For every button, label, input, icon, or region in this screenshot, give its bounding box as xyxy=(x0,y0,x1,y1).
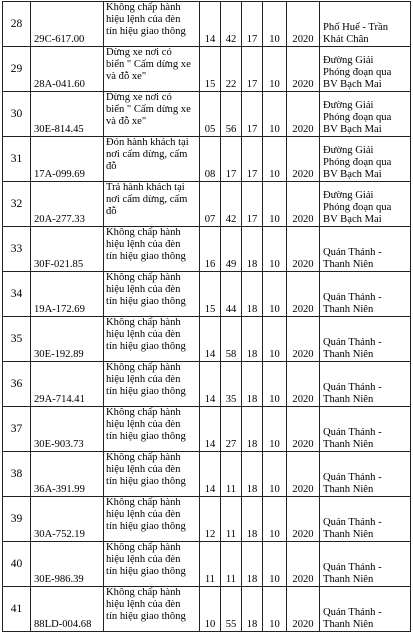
violation-cell xyxy=(104,407,200,452)
location-cell xyxy=(320,587,411,632)
location-line: Thanh Niên xyxy=(323,574,374,585)
violation-line: Không chấp hành xyxy=(106,407,181,418)
row-number-cell: 34 xyxy=(3,272,31,317)
violation-line: Đón hành khách tại xyxy=(106,137,189,148)
violation-cell xyxy=(104,227,200,272)
table-row xyxy=(3,2,411,47)
license-plate-cell: 29C-617.00 xyxy=(31,2,104,47)
row-number-cell: 36 xyxy=(3,362,31,407)
hour-cell: 14 xyxy=(200,2,221,47)
table-row xyxy=(3,47,411,92)
month-cell: 10 xyxy=(263,587,287,632)
location-cell xyxy=(320,272,411,317)
location-cell xyxy=(320,497,411,542)
year-cell: 2020 xyxy=(287,92,320,137)
violation-line: hiệu lệnh của đèn xyxy=(106,14,181,25)
violation-line: tín hiệu giao thông xyxy=(106,251,186,262)
location-line: Thanh Niên xyxy=(323,304,374,315)
row-number-cell: 37 xyxy=(3,407,31,452)
location-line: BV Bạch Mai xyxy=(323,79,382,90)
hour-cell: 14 xyxy=(200,452,221,497)
year-cell: 2020 xyxy=(287,452,320,497)
license-plate-cell: 30E-814.45 xyxy=(31,92,104,137)
year-cell: 2020 xyxy=(287,182,320,227)
month-cell: 10 xyxy=(263,542,287,587)
violation-line: tín hiệu giao thông xyxy=(106,476,186,487)
hour-cell: 16 xyxy=(200,227,221,272)
violation-line: nơi cấm dừng, cấm xyxy=(106,194,188,205)
year-cell: 2020 xyxy=(287,407,320,452)
location-line: Thanh Niên xyxy=(323,394,374,405)
location-cell xyxy=(320,227,411,272)
month-cell: 10 xyxy=(263,227,287,272)
violation-cell xyxy=(104,542,200,587)
location-line: Phóng đoạn qua xyxy=(323,157,392,168)
location-line: Quán Thánh - xyxy=(323,427,382,438)
location-cell xyxy=(320,542,411,587)
location-cell xyxy=(320,362,411,407)
location-line: BV Bạch Mai xyxy=(323,214,382,225)
day-cell: 17 xyxy=(242,137,263,182)
year-cell: 2020 xyxy=(287,542,320,587)
location-line: Đường Giải xyxy=(323,190,374,201)
minute-cell: 35 xyxy=(221,362,242,407)
location-line: Phóng đoạn qua xyxy=(323,112,392,123)
violation-cell xyxy=(104,272,200,317)
violation-line: và đỗ xe" xyxy=(106,71,147,82)
location-cell xyxy=(320,317,411,362)
violation-line: Không chấp hành xyxy=(106,227,181,238)
row-number-cell: 28 xyxy=(3,2,31,47)
hour-cell: 11 xyxy=(200,542,221,587)
violation-cell xyxy=(104,47,200,92)
license-plate-cell: 20A-277.33 xyxy=(31,182,104,227)
location-line: Thanh Niên xyxy=(323,529,374,540)
violation-line: tín hiệu giao thông xyxy=(106,341,186,352)
location-line: Thanh Niên xyxy=(323,259,374,270)
day-cell: 18 xyxy=(242,542,263,587)
hour-cell: 05 xyxy=(200,92,221,137)
violation-line: Không chấp hành xyxy=(106,362,181,373)
violation-cell xyxy=(104,362,200,407)
location-line: Quán Thánh - xyxy=(323,472,382,483)
violation-line: tín hiệu giao thông xyxy=(106,26,186,37)
day-cell: 17 xyxy=(242,2,263,47)
violation-cell xyxy=(104,587,200,632)
month-cell: 10 xyxy=(263,497,287,542)
row-number-cell: 32 xyxy=(3,182,31,227)
location-cell xyxy=(320,47,411,92)
violation-cell xyxy=(104,182,200,227)
location-cell xyxy=(320,2,411,47)
row-number-cell: 35 xyxy=(3,317,31,362)
location-line: Đường Giải xyxy=(323,100,374,111)
violation-line: đỗ xyxy=(106,161,117,172)
row-number-cell: 40 xyxy=(3,542,31,587)
row-number-cell: 39 xyxy=(3,497,31,542)
location-line: Thanh Niên xyxy=(323,349,374,360)
violation-line: Không chấp hành xyxy=(106,272,181,283)
violation-line: đỗ xyxy=(106,206,117,217)
violation-cell xyxy=(104,497,200,542)
violation-line: Không chấp hành xyxy=(106,2,181,13)
location-line: Quán Thánh - xyxy=(323,517,382,528)
hour-cell: 12 xyxy=(200,497,221,542)
violation-line: tín hiệu giao thông xyxy=(106,431,186,442)
year-cell: 2020 xyxy=(287,317,320,362)
violation-line: Trả hành khách tại xyxy=(106,182,185,193)
violation-line: tín hiệu giao thông xyxy=(106,611,186,622)
month-cell: 10 xyxy=(263,317,287,362)
violation-line: hiệu lệnh của đèn xyxy=(106,464,181,475)
minute-cell: 55 xyxy=(221,587,242,632)
license-plate-cell: 88LD-004.68 xyxy=(31,587,104,632)
day-cell: 18 xyxy=(242,407,263,452)
violation-line: Dừng xe nơi có xyxy=(106,92,172,103)
location-cell xyxy=(320,92,411,137)
location-cell xyxy=(320,182,411,227)
year-cell: 2020 xyxy=(287,497,320,542)
hour-cell: 14 xyxy=(200,407,221,452)
violation-line: biển " Cấm dừng xe xyxy=(106,104,191,115)
row-number-cell: 29 xyxy=(3,47,31,92)
violations-table xyxy=(2,1,411,632)
month-cell: 10 xyxy=(263,452,287,497)
day-cell: 18 xyxy=(242,272,263,317)
violation-line: Không chấp hành xyxy=(106,317,181,328)
location-line: Thanh Niên xyxy=(323,484,374,495)
license-plate-cell: 30E-903.73 xyxy=(31,407,104,452)
location-cell xyxy=(320,407,411,452)
hour-cell: 15 xyxy=(200,47,221,92)
violation-line: hiệu lệnh của đèn xyxy=(106,239,181,250)
location-line: Phố Huế - Trần xyxy=(323,22,389,33)
row-number-cell: 38 xyxy=(3,452,31,497)
hour-cell: 08 xyxy=(200,137,221,182)
location-line: Quán Thánh - xyxy=(323,247,382,258)
year-cell: 2020 xyxy=(287,47,320,92)
year-cell: 2020 xyxy=(287,2,320,47)
license-plate-cell: 30E-986.39 xyxy=(31,542,104,587)
month-cell: 10 xyxy=(263,92,287,137)
table-row xyxy=(3,182,411,227)
violation-line: tín hiệu giao thông xyxy=(106,566,186,577)
violation-line: Không chấp hành xyxy=(106,497,181,508)
day-cell: 18 xyxy=(242,362,263,407)
license-plate-cell: 30E-192.89 xyxy=(31,317,104,362)
location-line: Quán Thánh - xyxy=(323,292,382,303)
day-cell: 17 xyxy=(242,92,263,137)
violation-line: tín hiệu giao thông xyxy=(106,296,186,307)
location-line: Thanh Niên xyxy=(323,619,374,630)
month-cell: 10 xyxy=(263,407,287,452)
location-line: Phóng đoạn qua xyxy=(323,202,392,213)
row-number-cell: 30 xyxy=(3,92,31,137)
minute-cell: 11 xyxy=(221,542,242,587)
month-cell: 10 xyxy=(263,272,287,317)
day-cell: 18 xyxy=(242,497,263,542)
table-row xyxy=(3,362,411,407)
day-cell: 18 xyxy=(242,587,263,632)
location-line: Đường Giải xyxy=(323,55,374,66)
minute-cell: 22 xyxy=(221,47,242,92)
license-plate-cell: 36A-391.99 xyxy=(31,452,104,497)
license-plate-cell: 17A-099.69 xyxy=(31,137,104,182)
violation-cell xyxy=(104,2,200,47)
row-number-cell: 41 xyxy=(3,587,31,632)
table-row xyxy=(3,542,411,587)
location-line: Quán Thánh - xyxy=(323,562,382,573)
month-cell: 10 xyxy=(263,362,287,407)
row-number-cell: 33 xyxy=(3,227,31,272)
location-line: Khát Chân xyxy=(323,34,369,45)
violations-table-container xyxy=(2,1,410,632)
day-cell: 17 xyxy=(242,47,263,92)
table-row xyxy=(3,497,411,542)
table-row xyxy=(3,272,411,317)
violation-line: Không chấp hành xyxy=(106,452,181,463)
violation-line: biển " Cấm dừng xe xyxy=(106,59,191,70)
month-cell: 10 xyxy=(263,182,287,227)
license-plate-cell: 28A-041.60 xyxy=(31,47,104,92)
table-row xyxy=(3,137,411,182)
year-cell: 2020 xyxy=(287,272,320,317)
minute-cell: 11 xyxy=(221,452,242,497)
month-cell: 10 xyxy=(263,137,287,182)
violation-line: và đỗ xe" xyxy=(106,116,147,127)
location-line: Quán Thánh - xyxy=(323,607,382,618)
violation-cell xyxy=(104,452,200,497)
year-cell: 2020 xyxy=(287,587,320,632)
year-cell: 2020 xyxy=(287,227,320,272)
minute-cell: 27 xyxy=(221,407,242,452)
location-cell xyxy=(320,452,411,497)
minute-cell: 49 xyxy=(221,227,242,272)
year-cell: 2020 xyxy=(287,362,320,407)
location-line: Quán Thánh - xyxy=(323,382,382,393)
row-number-cell: 31 xyxy=(3,137,31,182)
table-row xyxy=(3,407,411,452)
minute-cell: 17 xyxy=(221,137,242,182)
year-cell: 2020 xyxy=(287,137,320,182)
violation-cell xyxy=(104,137,200,182)
violation-line: tín hiệu giao thông xyxy=(106,386,186,397)
violation-line: hiệu lệnh của đèn xyxy=(106,419,181,430)
violation-line: hiệu lệnh của đèn xyxy=(106,509,181,520)
violation-line: hiệu lệnh của đèn xyxy=(106,374,181,385)
location-line: Thanh Niên xyxy=(323,439,374,450)
day-cell: 17 xyxy=(242,182,263,227)
hour-cell: 15 xyxy=(200,272,221,317)
day-cell: 18 xyxy=(242,227,263,272)
violation-line: hiệu lệnh của đèn xyxy=(106,329,181,340)
day-cell: 18 xyxy=(242,452,263,497)
location-line: BV Bạch Mai xyxy=(323,169,382,180)
violation-line: Không chấp hành xyxy=(106,542,181,553)
location-cell xyxy=(320,137,411,182)
location-line: Đường Giải xyxy=(323,145,374,156)
minute-cell: 44 xyxy=(221,272,242,317)
location-line: Phóng đoạn qua xyxy=(323,67,392,78)
table-row xyxy=(3,317,411,362)
day-cell: 18 xyxy=(242,317,263,362)
violation-line: hiệu lệnh của đèn xyxy=(106,554,181,565)
minute-cell: 58 xyxy=(221,317,242,362)
violation-cell xyxy=(104,317,200,362)
violations-table-body xyxy=(3,2,411,632)
violation-line: nơi cấm dừng, cấm xyxy=(106,149,188,160)
table-row xyxy=(3,452,411,497)
hour-cell: 14 xyxy=(200,317,221,362)
license-plate-cell: 30F-021.85 xyxy=(31,227,104,272)
minute-cell: 42 xyxy=(221,2,242,47)
violation-cell xyxy=(104,92,200,137)
minute-cell: 11 xyxy=(221,497,242,542)
table-row xyxy=(3,92,411,137)
table-row xyxy=(3,587,411,632)
violation-line: hiệu lệnh của đèn xyxy=(106,599,181,610)
minute-cell: 42 xyxy=(221,182,242,227)
minute-cell: 56 xyxy=(221,92,242,137)
location-line: Quán Thánh - xyxy=(323,337,382,348)
hour-cell: 10 xyxy=(200,587,221,632)
license-plate-cell: 19A-172.69 xyxy=(31,272,104,317)
violation-line: tín hiệu giao thông xyxy=(106,521,186,532)
license-plate-cell: 29A-714.41 xyxy=(31,362,104,407)
location-line: BV Bạch Mai xyxy=(323,124,382,135)
month-cell: 10 xyxy=(263,47,287,92)
hour-cell: 07 xyxy=(200,182,221,227)
violation-line: Không chấp hành xyxy=(106,587,181,598)
hour-cell: 14 xyxy=(200,362,221,407)
violation-line: Dừng xe nơi có xyxy=(106,47,172,58)
license-plate-cell: 30A-752.19 xyxy=(31,497,104,542)
month-cell: 10 xyxy=(263,2,287,47)
violation-line: hiệu lệnh của đèn xyxy=(106,284,181,295)
table-row xyxy=(3,227,411,272)
